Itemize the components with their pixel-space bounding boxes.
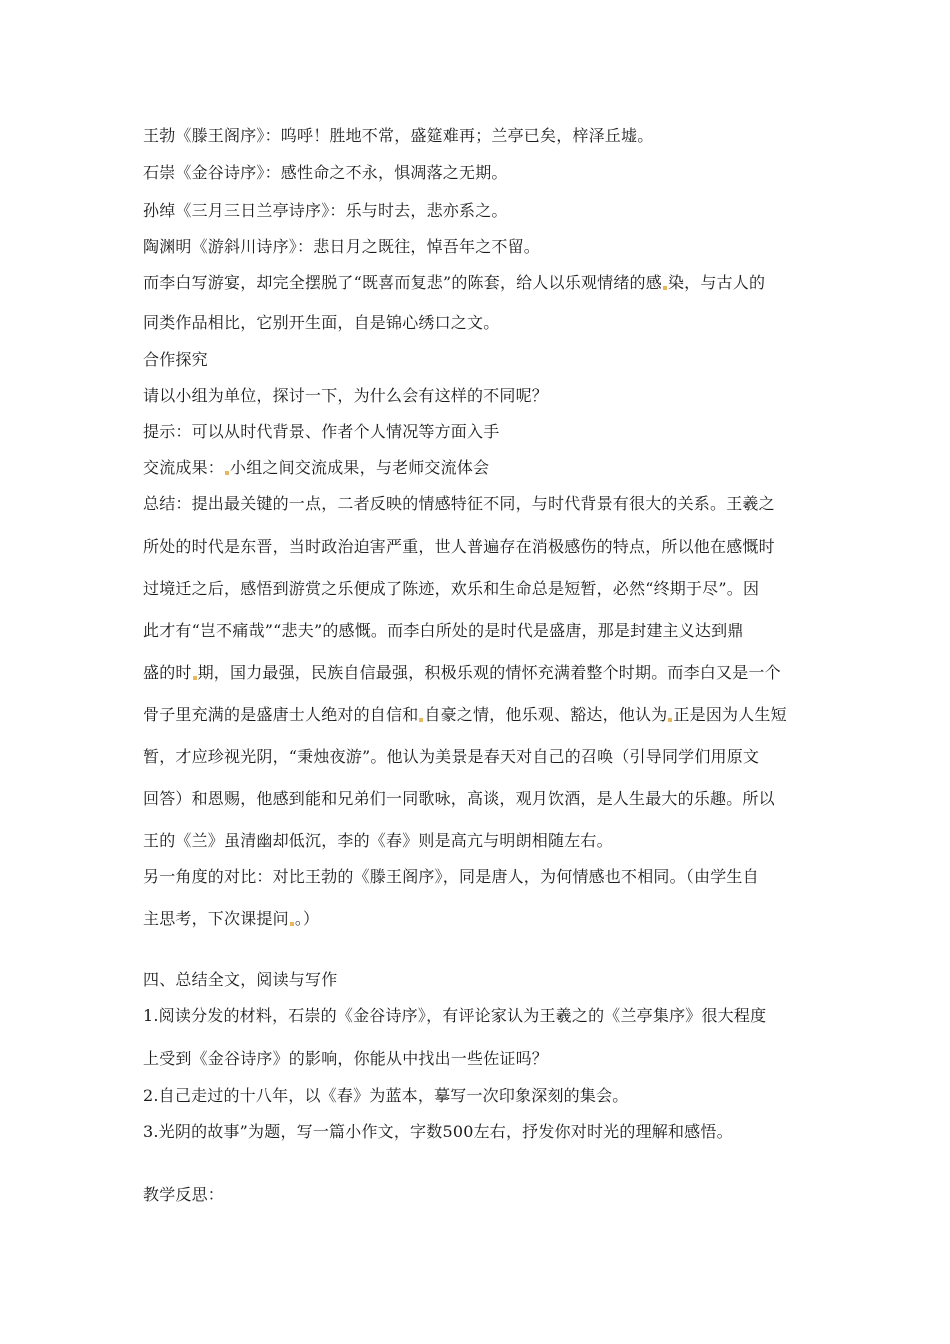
revision-marker: [193, 676, 197, 680]
coop-hint: 提示：可以从时代背景、作者个人情况等方面入手: [143, 422, 500, 441]
summary-line-7: 暂，才应珍视光阴，“秉烛夜游”。他认为美景是春天对自己的召唤（引导同学们用原文: [143, 747, 760, 766]
task-2: 2.自己走过的十八年，以《春》为蓝本，摹写一次印象深刻的集会。: [143, 1086, 629, 1105]
summary-line-6-b: 自豪之情，他乐观、豁达，他认为: [424, 705, 668, 724]
libai-paragraph-line-1: [143, 273, 765, 293]
task-3: 3.光阴的故事”为题，写一篇小作文，字数500左右，抒发你对时光的理解和感悟。: [143, 1122, 733, 1141]
revision-marker: [668, 718, 672, 722]
revision-marker: [663, 286, 667, 290]
teaching-reflection: 教学反思：: [143, 1185, 225, 1204]
summary-line-6-c: 正是因为人生短: [673, 705, 787, 724]
quote-shichong: 石崇《金谷诗序》：感性命之不永，惧凋落之无期。: [143, 163, 508, 182]
quote-sunchuo: 孙绰《三月三日兰亭诗序》：乐与时去，悲亦系之。: [143, 201, 508, 220]
section-4-heading: 四、总结全文，阅读与写作: [143, 970, 338, 989]
coop-exchange: [143, 458, 489, 478]
summary-line-1: 总结：提出最关键的一点，二者反映的情感特征不同，与时代背景有很大的关系。王羲之: [143, 494, 775, 513]
another-angle-line-2-a: 主思考，下次课提问: [143, 909, 289, 928]
summary-line-6: [143, 705, 787, 725]
quote-wangbo: 王勃《滕王阁序》：呜呼！胜地不常，盛筵难再；兰亭已矣，梓泽丘墟。: [143, 126, 654, 145]
exchange-label: 交流成果：: [143, 458, 225, 477]
another-angle-line-2: [143, 909, 319, 929]
summary-line-5-a: 盛的时: [143, 663, 192, 682]
another-angle-line-2-b: 。）: [294, 909, 320, 928]
exchange-body: 小组之间交流成果，与老师交流体会: [230, 458, 490, 477]
task-1-line-1: 1.阅读分发的材料，石崇的《金谷诗序》，有评论家认为王羲之的《兰亭集序》很大程度: [143, 1006, 767, 1025]
revision-marker: [225, 471, 229, 475]
quote-taoyuanming: 陶渊明《游斜川诗序》：悲日月之既往，悼吾年之不留。: [143, 237, 541, 256]
summary-line-5: [143, 663, 781, 683]
summary-line-6-a: 骨子里充满的是盛唐士人绝对的自信和: [143, 705, 419, 724]
coop-question: 请以小组为单位，探讨一下，为什么会有这样的不同呢？: [143, 386, 549, 405]
summary-line-3: 过境迁之后，感悟到游赏之乐便成了陈迹，欢乐和生命总是短暂，必然“终期于尽”。因: [143, 579, 760, 598]
libai-line-1-tail: 染，与古人的: [667, 273, 766, 292]
revision-marker: [419, 718, 423, 722]
summary-line-9: 王的《兰》虽清幽却低沉，李的《春》则是高亢与明朗相随左右。: [143, 831, 613, 850]
coop-heading: 合作探究: [143, 350, 208, 369]
revision-marker: [290, 922, 294, 926]
summary-line-2: 所处的时代是东晋，当时政治迫害严重，世人普遍存在消极感伤的特点，所以他在感慨时: [143, 537, 775, 556]
task-1-line-2: 上受到《金谷诗序》的影响，你能从中找出一些佐证吗？: [143, 1049, 549, 1068]
another-angle-line-1: 另一角度的对比：对比王勃的《滕王阁序》，同是唐人，为何情感也不相同。（由学生自: [143, 867, 759, 886]
summary-line-4: 此才有“岂不痛哉”“悲夫”的感慨。而李白所处的是时代是盛唐，那是封建主义达到鼎: [143, 621, 744, 640]
summary-line-8: 回答）和恩赐，他感到能和兄弟们一同歌咏，高谈，观月饮酒，是人生最大的乐趣。所以: [143, 789, 775, 808]
libai-line-1-text: 而李白写游宴，却完全摆脱了“既喜而复悲”的陈套，给人以乐观情绪的感: [143, 273, 662, 292]
libai-paragraph-line-2: 同类作品相比，它别开生面，自是锦心绣口之文。: [143, 313, 500, 332]
document-page: [143, 0, 815, 1344]
summary-line-5-b: 期，国力最强，民族自信最强，积极乐观的情怀充满着整个时期。而李白又是一个: [197, 663, 781, 682]
